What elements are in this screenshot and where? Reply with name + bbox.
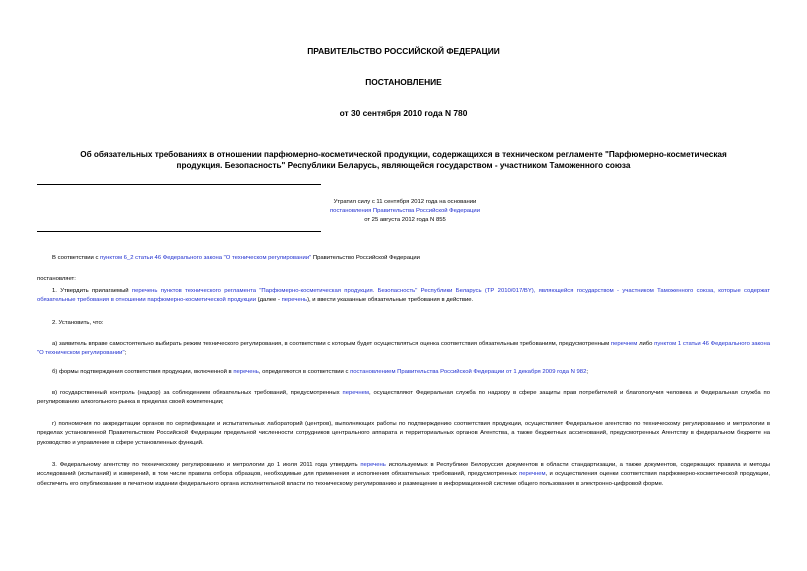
status-note-line-3: от 25 августа 2012 года N 855 [364, 217, 446, 223]
list-link[interactable]: перечнем [519, 471, 546, 478]
item-2v-paragraph [37, 389, 770, 408]
item-2b-text: б) формы подтверждения соответствия продукции, включенной в [52, 369, 234, 375]
item-2a-text: а) заявитель вправе самостоятельно выбирать режим технического регулирования, в соответствии с которым будет осуществляться оценка соответствия обязательным требованиям, предусмотренным [52, 341, 611, 347]
item-3-text-3: , и осуществления оценки соответствия парфюмерно-косметической продукции, обеспечить его опубликование в печатном издании федерального органа исполнительной власти по техническому регулированию и размещение в информационной системе общего пользования в электронно-цифровой форме. [37, 471, 771, 487]
item-1-text-2: (далее - [256, 297, 282, 304]
law-point-link[interactable]: пунктом 1 статьи 46 Федерального закона "О техническом регулировании" [37, 341, 770, 357]
list-link[interactable]: перечнем [342, 390, 369, 396]
document-type: ПОСТАНОВЛЕНИЕ [365, 77, 442, 87]
item-3-text: 3. Федеральному агентству по техническому регулированию и метрологии до 1 июля 2011 года утвердить [52, 462, 361, 468]
government-header: ПРАВИТЕЛЬСТВО РОССИЙСКОЙ ФЕДЕРАЦИИ [307, 46, 500, 56]
preamble-paragraph [37, 254, 770, 263]
divider-top [37, 184, 321, 185]
item-3-text-2: используемых в Республике Белоруссия документов в области стандартизации, а также документов, содержащих правила и методы исследований (испытаний) и измерений, в том числе правила отбора образцов, необходимые для применения и исполнения обязательных требований, предусмотренных [37, 462, 770, 478]
item-2v-text: в) государственный контроль (надзор) за соблюдением обязательных требований, предусмотренных [52, 390, 343, 396]
decree-982-link[interactable]: постановлением Правительства Российской Федерации от 1 декабря 2009 года N 982 [350, 369, 587, 375]
list-link[interactable]: перечень [360, 462, 386, 468]
item-2b-text-2: , определяются в соответствии с [258, 369, 351, 375]
document-title-line-2: продукция. Безопасность" Республики Беларусь, являющейся государством - участником Таможенного союза [176, 161, 631, 170]
item-2v-text-2: , осуществляют Федеральная служба по надзору в сфере защиты прав потребителей и благополучия человека и Федеральная служба по регулированию алкогольного рынка в пределах своей компетенции; [37, 390, 770, 406]
item-2-paragraph: 2. Установить, что: [52, 320, 104, 326]
item-2a-paragraph [37, 340, 770, 359]
regulation-items-list-link[interactable]: перечень пунктов технического регламента "Парфюмерно-косметическая продукция. Безопасность" Республики Беларусь (ТР 2010/017/BY), являющейся государством - участником Таможенного союза, которые содержат обязательные требования в отношении парфюмерно-косметической продукции [37, 288, 770, 304]
document-title [45, 149, 762, 171]
divider-bottom [37, 231, 321, 232]
item-2b-paragraph [37, 368, 770, 377]
preamble-text: В соответствии с [52, 255, 101, 261]
item-2a-text-2: либо [637, 341, 655, 347]
document-title-line-1: Об обязательных требованиях в отношении парфюмерно-косметической продукции, содержащихся в техническом регламенте "Парфюмерно-косметическая [80, 150, 727, 159]
list-link[interactable]: перечнем [610, 341, 638, 347]
document-date-number: от 30 сентября 2010 года N 780 [339, 108, 468, 118]
list-link[interactable]: перечень [233, 369, 259, 375]
resolves-paragraph: постановляет: [37, 276, 76, 282]
status-note [285, 198, 525, 225]
law-article-link[interactable]: пунктом 6_2 статьи 46 Федерального закона "О техническом регулировании" [100, 255, 312, 261]
item-1-text-3: ), и ввести указанные обязательные требования в действие. [307, 297, 474, 304]
list-link[interactable]: перечень [281, 297, 308, 304]
item-1-paragraph [37, 287, 770, 306]
item-2a-text-3: ; [124, 350, 127, 357]
item-2g-paragraph: г) полномочия по аккредитации органов по сертификации и испытательных лабораторий (центров), выполняющих работы по подтверждению соответствия продукции, осуществляет Федеральное агентство по техническому регулированию и метрологии в пределах установленной Правительством Российской Федерации предельной численности сотрудников центрального аппарата и территориальных органов Агентства, а также бюджетных ассигнований, предусмотренных Агентству в федеральном бюджете на руководство и управление в сфере установленных функций. [37, 421, 770, 446]
status-note-line-1: Утратил силу с 11 сентября 2012 года на основании [333, 199, 477, 205]
item-3-paragraph [37, 461, 770, 489]
item-2b-text-3: ; [586, 369, 588, 375]
preamble-text-end: Правительство Российской Федерации [311, 255, 420, 261]
repeal-decree-link[interactable]: постановления Правительства Российской Федерации [329, 208, 481, 214]
item-1-text: 1. Утвердить прилагаемый [52, 288, 132, 294]
